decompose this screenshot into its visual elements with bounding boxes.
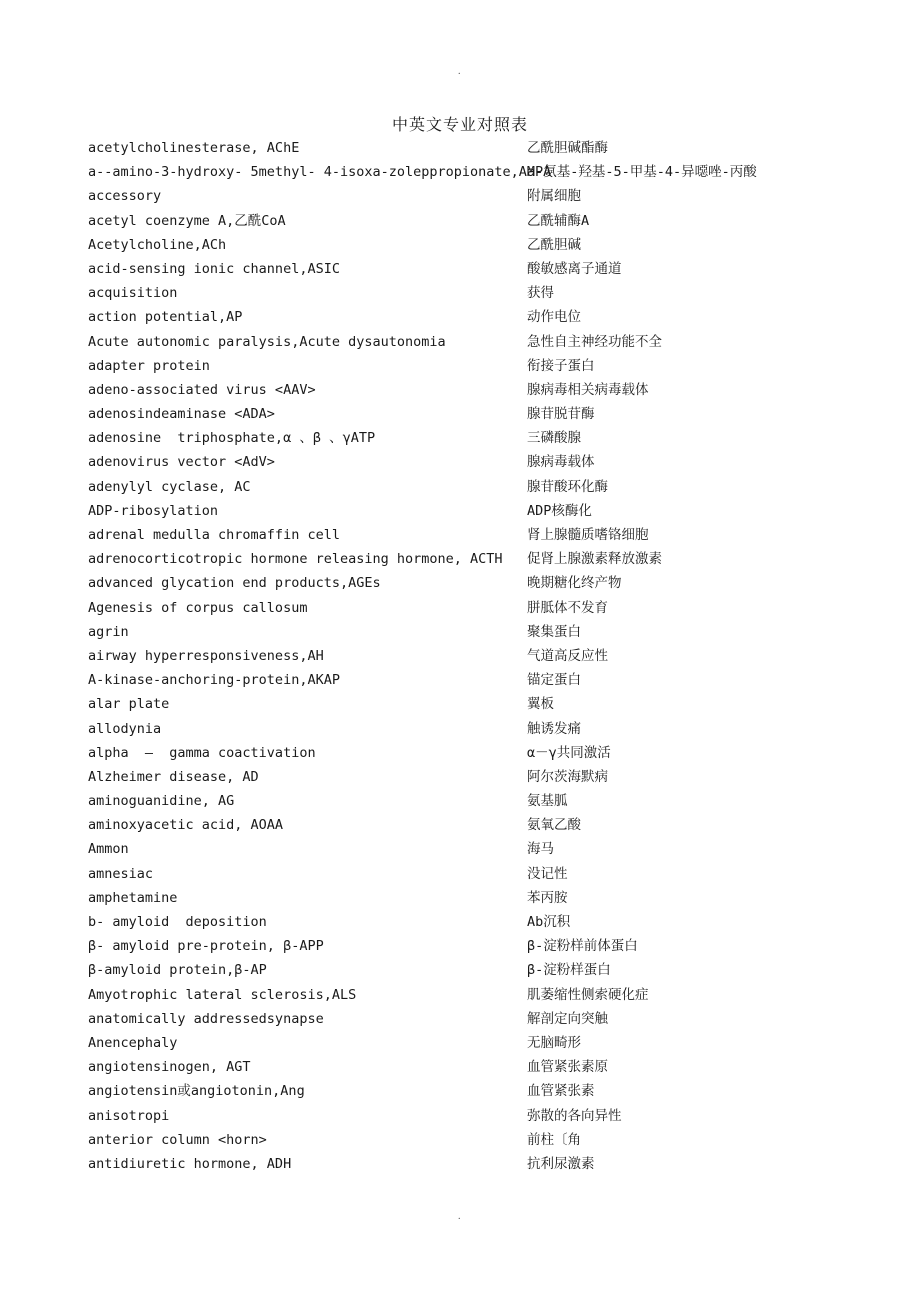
chinese-term: 促肾上腺激素释放激素 bbox=[527, 551, 662, 568]
chinese-term: 无脑畸形 bbox=[527, 1034, 581, 1051]
chinese-term: 胼胝体不发育 bbox=[527, 599, 608, 616]
english-term: amphetamine bbox=[88, 889, 178, 906]
english-term: adenovirus vector <AdV> bbox=[88, 454, 275, 471]
glossary-row bbox=[88, 354, 918, 378]
chinese-term: 衔接子蛋白 bbox=[527, 357, 595, 374]
chinese-term: 血管紧张素原 bbox=[527, 1059, 608, 1076]
chinese-term: 血管紧张素 bbox=[527, 1083, 595, 1100]
english-term: acetyl coenzyme A,乙酰CoA bbox=[88, 212, 286, 229]
glossary-row bbox=[88, 934, 918, 958]
glossary-row bbox=[88, 1055, 918, 1079]
english-term: adenylyl cyclase, AC bbox=[88, 478, 251, 495]
english-term: anterior column <horn> bbox=[88, 1131, 267, 1148]
glossary-row bbox=[88, 1104, 918, 1128]
glossary-row bbox=[88, 1007, 918, 1031]
chinese-term: 急性自主神经功能不全 bbox=[527, 333, 662, 350]
english-term: Ammon bbox=[88, 841, 129, 858]
english-term: acid-sensing ionic channel,ASIC bbox=[88, 260, 340, 277]
glossary-row bbox=[88, 305, 918, 329]
glossary-row bbox=[88, 547, 918, 571]
chinese-term: 没记性 bbox=[527, 865, 568, 882]
english-term: b- amyloid deposition bbox=[88, 914, 267, 930]
english-term: Acute autonomic paralysis,Acute dysautonomia bbox=[88, 333, 446, 350]
english-term: ADP-ribosylation bbox=[88, 502, 219, 519]
glossary-row bbox=[88, 717, 918, 741]
glossary-row bbox=[88, 837, 918, 861]
glossary-row bbox=[88, 450, 918, 474]
chinese-term: β-淀粉样蛋白 bbox=[527, 962, 611, 979]
glossary-row bbox=[88, 499, 918, 523]
english-term: adrenal medulla chromaffin cell bbox=[88, 527, 340, 543]
english-term: anatomically addressedsynapse bbox=[88, 1010, 324, 1027]
chinese-term: 聚集蛋白 bbox=[527, 623, 581, 640]
chinese-term: ADP核酶化 bbox=[527, 502, 592, 519]
chinese-term: 附属细胞 bbox=[527, 188, 581, 205]
english-term: β- amyloid pre-protein, β-APP bbox=[88, 938, 324, 955]
glossary-row bbox=[88, 184, 918, 208]
chinese-term: 肌萎缩性侧索硬化症 bbox=[527, 986, 649, 1003]
glossary-row bbox=[88, 523, 918, 547]
chinese-term: 三磷酸腺 bbox=[527, 430, 581, 447]
glossary-row bbox=[88, 233, 918, 257]
chinese-term: 阿尔茨海默病 bbox=[527, 768, 608, 785]
chinese-term: 弥散的各向异性 bbox=[527, 1107, 622, 1124]
english-term: aminoxyacetic acid, AOAA bbox=[88, 817, 284, 834]
glossary-row bbox=[88, 1128, 918, 1152]
english-term: Amyotrophic lateral sclerosis,ALS bbox=[88, 986, 357, 1003]
chinese-term: 海马 bbox=[527, 841, 554, 858]
chinese-term: 腺病毒相关病毒载体 bbox=[527, 381, 649, 398]
english-term: antidiuretic hormone, ADH bbox=[88, 1155, 292, 1172]
english-term: airway hyperresponsiveness,AH bbox=[88, 647, 324, 664]
glossary-row bbox=[88, 958, 918, 982]
chinese-term: a-氨基-羟基-5-甲基-4-异噁唑-丙酸 bbox=[527, 164, 757, 181]
footer-mark: . bbox=[458, 1211, 461, 1222]
english-term: adenosine triphosphate,α 、β 、γATP bbox=[88, 430, 376, 447]
english-term: A-kinase-anchoring-protein,AKAP bbox=[88, 672, 340, 689]
chinese-term: 触诱发痛 bbox=[527, 720, 581, 737]
glossary-row bbox=[88, 813, 918, 837]
english-term: Agenesis of corpus callosum bbox=[88, 599, 308, 616]
glossary-row bbox=[88, 644, 918, 668]
english-term: agrin bbox=[88, 623, 129, 640]
glossary-row bbox=[88, 330, 918, 354]
chinese-term: 乙酰胆碱酯酶 bbox=[527, 140, 608, 156]
english-term: adapter protein bbox=[88, 357, 210, 374]
glossary-row bbox=[88, 765, 918, 789]
chinese-term: 腺苷脱苷酶 bbox=[527, 406, 595, 423]
chinese-term: 翼板 bbox=[527, 696, 554, 713]
english-term: alar plate bbox=[88, 696, 170, 713]
chinese-term: 腺病毒载体 bbox=[527, 454, 595, 471]
english-term: Alzheimer disease, AD bbox=[88, 768, 259, 785]
glossary-row bbox=[88, 668, 918, 692]
glossary-row bbox=[88, 402, 918, 426]
glossary-list bbox=[88, 136, 918, 1176]
glossary-row bbox=[88, 281, 918, 305]
glossary-row bbox=[88, 426, 918, 450]
english-term: alpha – gamma coactivation bbox=[88, 744, 316, 761]
glossary-row bbox=[88, 862, 918, 886]
chinese-term: 动作电位 bbox=[527, 309, 581, 326]
chinese-term: 氨氧乙酸 bbox=[527, 817, 581, 834]
english-term: anisotropi bbox=[88, 1107, 170, 1124]
glossary-row bbox=[88, 1152, 918, 1176]
english-term: action potential,AP bbox=[88, 309, 243, 326]
glossary-row bbox=[88, 257, 918, 281]
english-term: Anencephaly bbox=[88, 1034, 178, 1051]
english-term: β-amyloid protein,β-AP bbox=[88, 962, 267, 979]
glossary-row bbox=[88, 741, 918, 765]
glossary-row bbox=[88, 886, 918, 910]
glossary-row bbox=[88, 160, 918, 184]
english-term: acetylcholinesterase, AChE bbox=[88, 140, 300, 156]
chinese-term: 酸敏感离子通道 bbox=[527, 260, 622, 277]
page-title: 中英文专业对照表 bbox=[391, 115, 528, 134]
chinese-term: 抗利尿激素 bbox=[527, 1155, 595, 1172]
english-term: acquisition bbox=[88, 285, 178, 302]
chinese-term: β-淀粉样前体蛋白 bbox=[527, 938, 638, 955]
chinese-term: 解剖定向突触 bbox=[527, 1010, 608, 1027]
english-term: amnesiac bbox=[88, 865, 154, 882]
glossary-row bbox=[88, 209, 918, 233]
chinese-term: 前柱〔角 bbox=[527, 1131, 581, 1148]
glossary-row bbox=[88, 136, 918, 160]
english-term: adeno-associated virus <AAV> bbox=[88, 381, 316, 398]
english-term: accessory bbox=[88, 188, 162, 205]
english-term: Acetylcholine,ACh bbox=[88, 236, 227, 253]
english-term: aminoguanidine, AG bbox=[88, 793, 235, 810]
chinese-term: α－γ共同激活 bbox=[527, 744, 611, 761]
glossary-row bbox=[88, 692, 918, 716]
english-term: a--amino-3-hydroxy- 5methyl- 4-isoxa-zoleppropionate,AMPA bbox=[88, 164, 552, 181]
glossary-row bbox=[88, 1079, 918, 1103]
english-term: angiotensinogen, AGT bbox=[88, 1059, 251, 1076]
glossary-row bbox=[88, 789, 918, 813]
english-term: advanced glycation end products,AGEs bbox=[88, 575, 381, 592]
english-term: angiotensin或angiotonin,Ang bbox=[88, 1083, 305, 1100]
glossary-row bbox=[88, 475, 918, 499]
glossary-row bbox=[88, 378, 918, 402]
chinese-term: 氨基胍 bbox=[527, 793, 568, 810]
glossary-row bbox=[88, 571, 918, 595]
english-term: adrenocorticotropic hormone releasing hormone, ACTH bbox=[88, 551, 503, 568]
glossary-row bbox=[88, 596, 918, 620]
glossary-row bbox=[88, 620, 918, 644]
chinese-term: 晚期糖化终产物 bbox=[527, 575, 622, 592]
chinese-term: 乙酰胆碱 bbox=[527, 236, 581, 253]
chinese-term: Ab沉积 bbox=[527, 914, 571, 930]
header-mark: . bbox=[458, 66, 461, 77]
chinese-term: 腺苷酸环化酶 bbox=[527, 478, 608, 495]
chinese-term: 气道高反应性 bbox=[527, 647, 608, 664]
chinese-term: 肾上腺髓质嗜铬细胞 bbox=[527, 527, 649, 543]
glossary-row bbox=[88, 1031, 918, 1055]
glossary-row bbox=[88, 983, 918, 1007]
chinese-term: 乙酰辅酶A bbox=[527, 212, 590, 229]
chinese-term: 锚定蛋白 bbox=[527, 672, 581, 689]
english-term: allodynia bbox=[88, 720, 162, 737]
chinese-term: 获得 bbox=[527, 285, 554, 302]
english-term: adenosindeaminase <ADA> bbox=[88, 406, 275, 423]
chinese-term: 苯丙胺 bbox=[527, 889, 568, 906]
glossary-row bbox=[88, 910, 918, 934]
